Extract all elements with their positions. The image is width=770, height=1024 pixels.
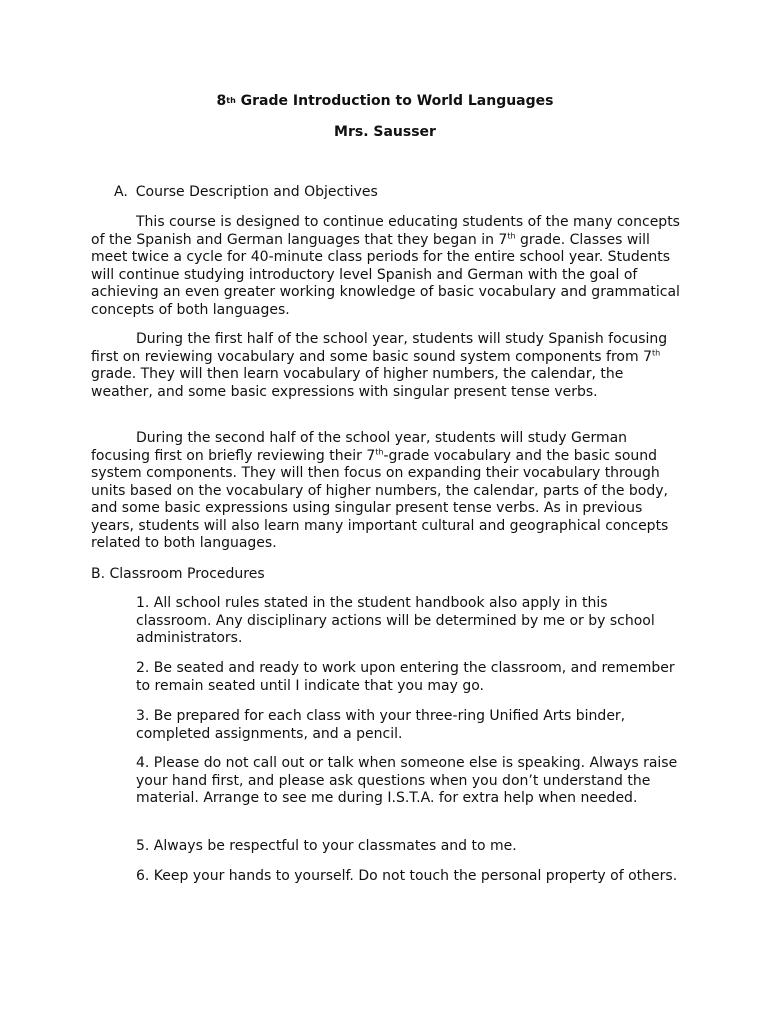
course-title-text: Grade Introduction to World Languages [240,93,554,109]
rule-item-5: 5. Always be respectful to your classmates and to me. [136,838,517,854]
paragraph-2-superscript: th [651,347,661,357]
paragraph-3-text-b: -grade vocabulary and the basic sound system components. They will then focus on expanding their vocabulary through units based on the vocabulary of higher numbers, the calendar, parts of the body, and some basic expressions using singular present tense verbs. As in previous years, students will also learn many important cultural and geographical concepts related to both languages. [91,447,669,551]
paragraph-1-superscript: th [507,230,516,240]
section-a-heading [114,184,378,202]
paragraph-2 [91,331,686,401]
section-b-heading: B. Classroom Procedures [91,566,265,582]
paragraph-3-text-a: During the second half of the school year, students will study German focusing first on briefly reviewing their 7 [91,430,628,464]
paragraph-1 [91,214,686,319]
paragraph-1-text-b: grade. Classes will meet twice a cycle for 40-minute class periods for the entire school year. Students will continue studying introductory level Spanish and German with the goal of achieving an even greater working knowledge of basic vocabulary and grammatical concepts of both languages. [91,231,680,318]
paragraph-2-text-a: During the first half of the school year, students will study Spanish focusing first on reviewing vocabulary and some basic sound system components from 7 [91,331,668,365]
rule-item-4: 4. Please do not call out or talk when someone else is speaking. Always raise your hand first, and please ask questions when you don’t understand the material. Arrange to see me during I.S.T.A. for extra help when needed. [136,755,678,806]
paragraph-1-text-a: This course is designed to continue educating students of the many concepts of the Spanish and German languages that they began in 7 [91,214,680,248]
grade-superscript: th [226,96,236,105]
rule-item-6: 6. Keep your hands to yourself. Do not touch the personal property of others. [136,868,678,884]
rule-item-1: 1. All school rules stated in the student handbook also apply in this classroom. Any disciplinary actions will be determined by me or by school administrators. [136,595,655,646]
grade-number: 8 [216,93,227,109]
section-a-marker: A. [114,184,128,200]
paragraph-3 [91,430,686,553]
paragraph-3-superscript: th [375,446,384,456]
course-title [0,93,770,110]
rule-item-3: 3. Be prepared for each class with your three-ring Unified Arts binder, completed assignments, and a pencil. [136,708,626,742]
section-a-title: Course Description and Objectives [135,184,378,200]
teacher-name: Mrs. Sausser [334,124,436,140]
paragraph-2-text-b: grade. They will then learn vocabulary of higher numbers, the calendar, the weather, and some basic expressions with singular present tense verbs. [91,366,624,400]
rule-item-2: 2. Be seated and ready to work upon entering the classroom, and remember to remain seated until I indicate that you may go. [136,660,675,694]
